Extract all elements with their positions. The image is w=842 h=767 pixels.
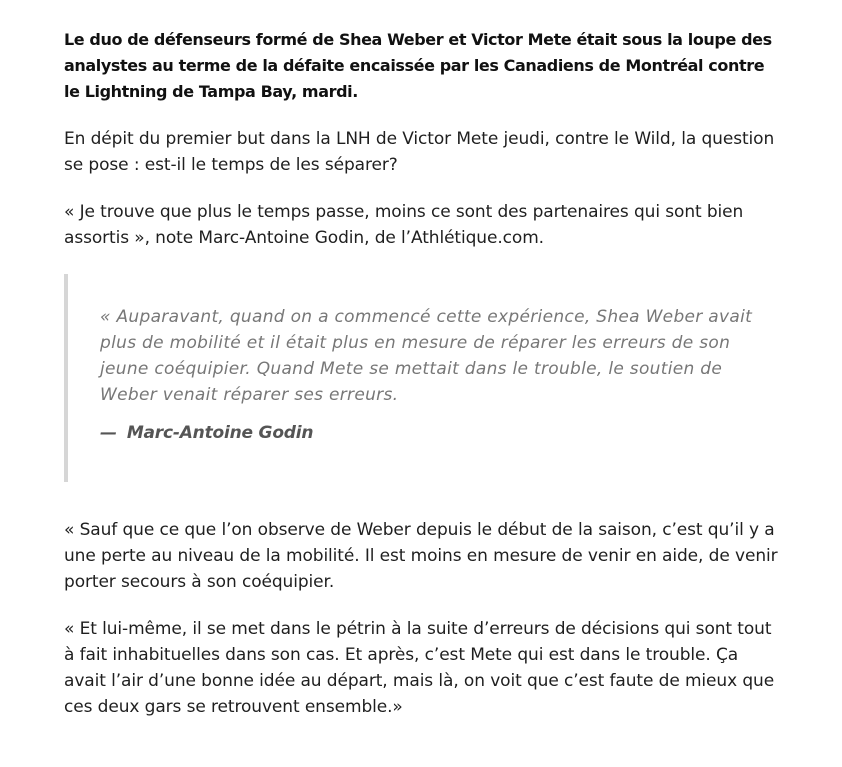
- article-lead: Le duo de défenseurs formé de Shea Weber et Victor Mete était sous la loupe des analystes au terme de la défaite encaissée par les Canadiens de Montréal contre le Lightning de Tampa Bay, mardi.: [64, 30, 772, 101]
- attribution-dash: —: [100, 423, 117, 443]
- article-body: [64, 27, 784, 741]
- paragraph-2: « Je trouve que plus le temps passe, moins ce sont des partenaires qui sont bien assortis », note Marc-Antoine Godin, de l’Athlétique.com.: [64, 202, 744, 248]
- pull-quote-author: Marc-Antoine Godin: [126, 423, 314, 443]
- pull-quote-attribution: [100, 423, 754, 443]
- pull-quote: [64, 274, 784, 482]
- paragraph-4: « Et lui-même, il se met dans le pétrin à la suite d’erreurs de décisions qui sont tout à fait inhabituelles dans son cas. Et après, c’est Mete qui est dans le trouble. Ça avait l’air d’une bonne idée au départ, mais là, on voit que c’est faute de mieux que ces deux gars se retrouvent ensemble.»: [64, 619, 775, 717]
- pull-quote-text: « Auparavant, quand on a commencé cette expérience, Shea Weber avait plus de mobilité et il était plus en mesure de réparer les erreurs de son jeune coéquipier. Quand Mete se mettait dans le trouble, le soutien de Weber venait réparer ses erreurs.: [100, 307, 753, 405]
- paragraph-1: En dépit du premier but dans la LNH de Victor Mete jeudi, contre le Wild, la question se pose : est-il le temps de les séparer?: [64, 129, 775, 175]
- paragraph-3: « Sauf que ce que l’on observe de Weber depuis le début de la saison, c’est qu’il y a une perte au niveau de la mobilité. Il est moins en mesure de venir en aide, de venir porter secours à son coéquipier.: [64, 520, 778, 592]
